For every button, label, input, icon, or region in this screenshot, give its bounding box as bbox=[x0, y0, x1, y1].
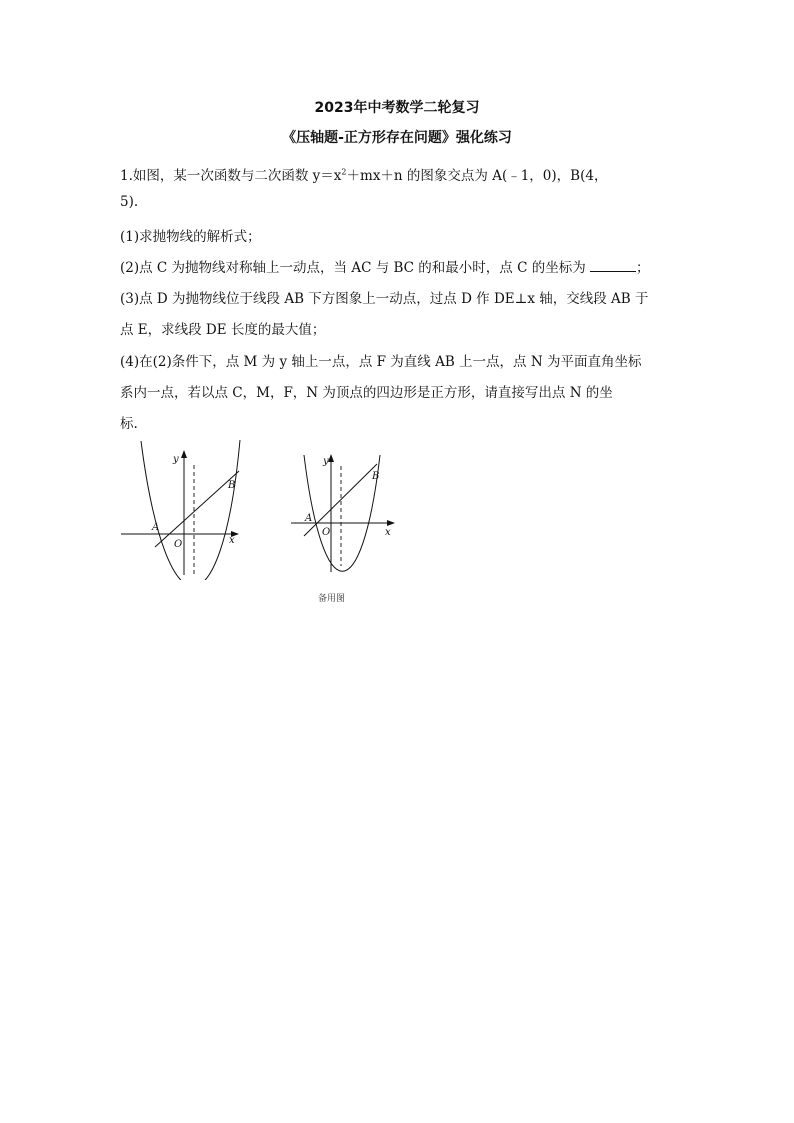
line-ab bbox=[155, 471, 239, 547]
figure-spare bbox=[288, 452, 400, 574]
question-3-line1: (3)点 D 为抛物线位于线段 AB 下方图象上一动点，过点 D 作 DE⊥x 轴，交线段 AB 于 bbox=[120, 291, 649, 307]
answer-blank bbox=[590, 259, 636, 272]
parabola bbox=[141, 440, 240, 580]
problem-stem-line1 bbox=[120, 164, 607, 184]
stem-superscript: 2 bbox=[341, 167, 347, 177]
figure-main bbox=[118, 435, 250, 580]
problem-stem-line2: 5). bbox=[120, 194, 139, 210]
stem-part-a: 1.如图，某一次函数与二次函数 y＝x bbox=[120, 168, 342, 184]
label-y: y bbox=[323, 456, 329, 467]
question-3-line2: 点 E，求线段 DE 长度的最大值； bbox=[120, 322, 326, 338]
question-4-line1: (4)在(2)条件下，点 M 为 y 轴上一点，点 F 为直线 AB 上一点，点 N 为平面直角坐标 bbox=[120, 354, 642, 370]
label-o: O bbox=[322, 527, 331, 538]
line-ab bbox=[304, 464, 380, 536]
question-4-line3: 标. bbox=[120, 416, 138, 432]
label-a: A bbox=[152, 522, 160, 533]
label-o: O bbox=[174, 539, 183, 550]
question-2-end: ； bbox=[635, 260, 650, 276]
question-1: (1)求抛物线的解析式； bbox=[120, 229, 261, 245]
label-b: B bbox=[372, 471, 380, 482]
label-y: y bbox=[173, 454, 179, 465]
page-title: 2023年中考数学二轮复习 bbox=[314, 100, 480, 116]
label-b: B bbox=[228, 480, 236, 491]
figure-caption: 备用图 bbox=[318, 594, 346, 604]
question-2 bbox=[120, 256, 649, 276]
question-4-line2: 系内一点，若以点 C，M，F，N 为顶点的四边形是正方形，请直接写出点 N 的坐 bbox=[120, 385, 613, 401]
question-2-text: (2)点 C 为抛物线对称轴上一动点，当 AC 与 BC 的和最小时，点 C 的坐标为 bbox=[120, 260, 590, 276]
label-x: x bbox=[229, 535, 235, 546]
label-a: A bbox=[305, 513, 313, 524]
stem-part-b: ＋mx＋n 的图象交点为 A(﹣1，0)，B(4， bbox=[346, 168, 608, 184]
page-subtitle: 《压轴题-正方形存在问题》强化练习 bbox=[282, 130, 512, 146]
label-x: x bbox=[385, 527, 391, 538]
